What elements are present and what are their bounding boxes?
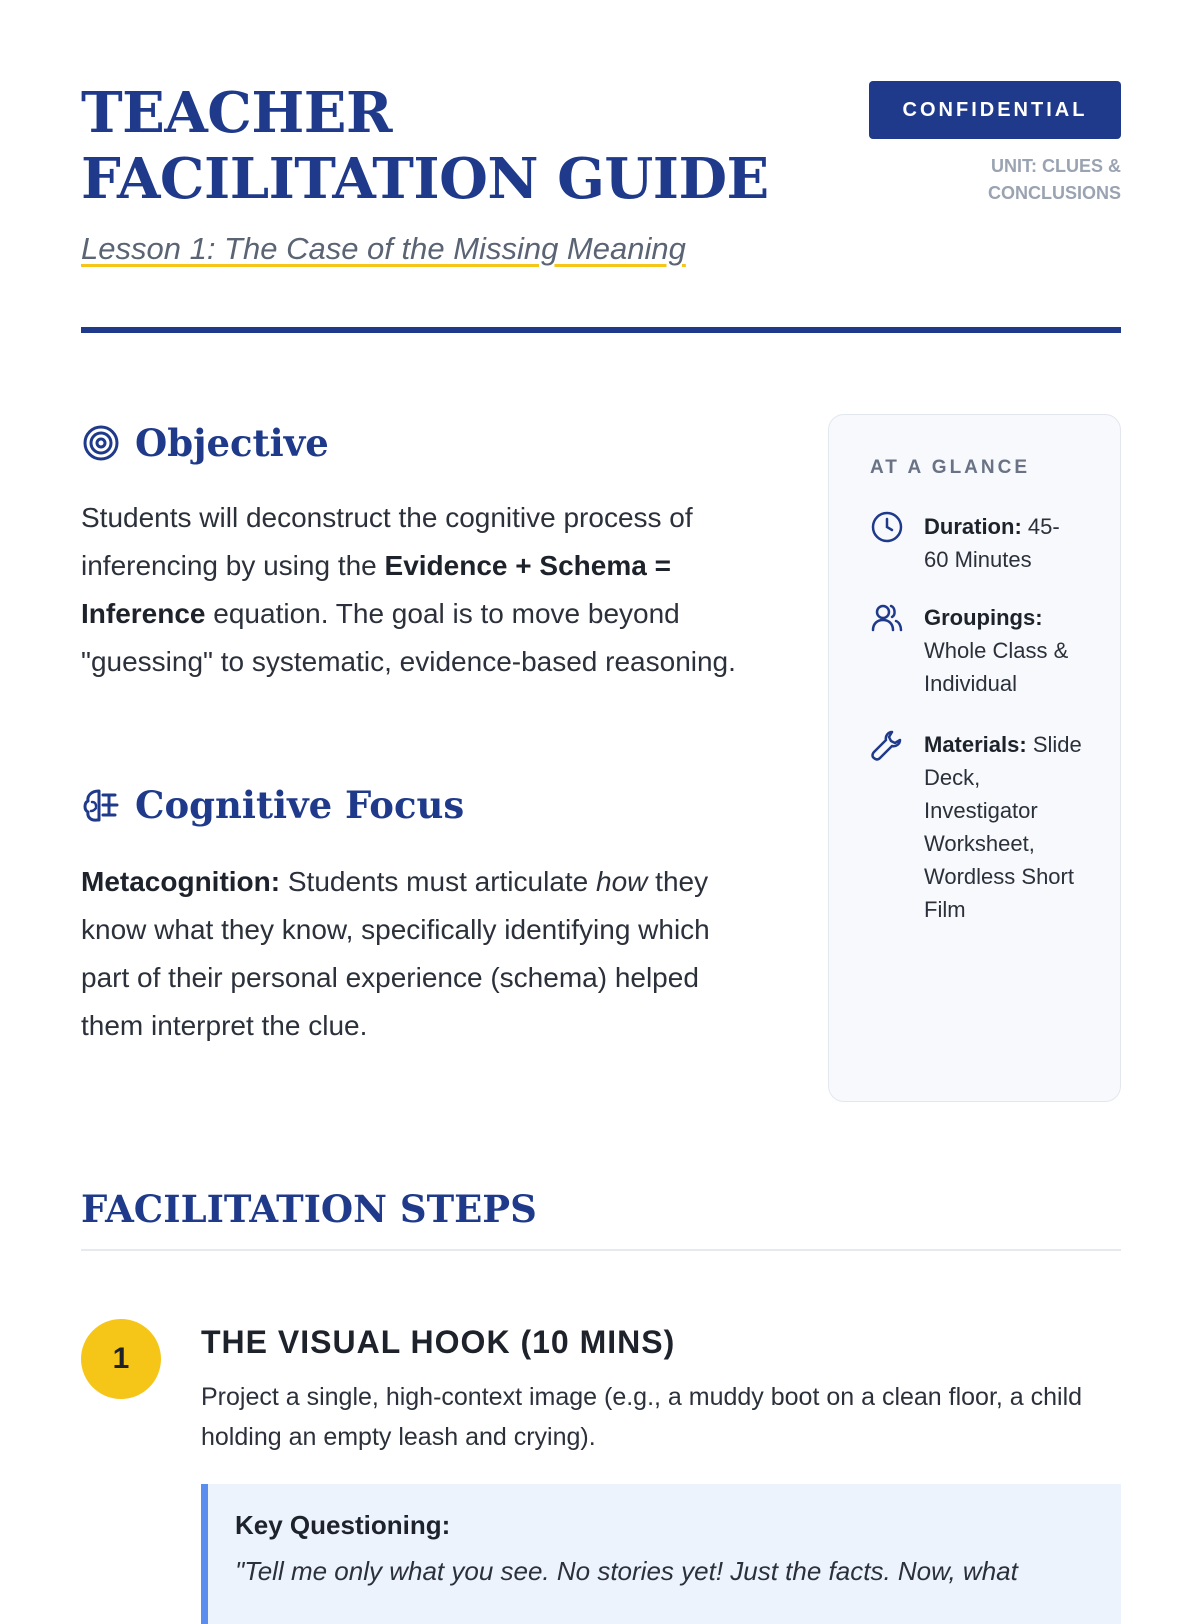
target-icon: [81, 423, 121, 463]
callout-label: Key Questioning:: [235, 1510, 451, 1540]
confidential-badge: CONFIDENTIAL: [869, 81, 1121, 139]
header-divider: [81, 327, 1121, 333]
brain-icon: [81, 785, 121, 825]
materials-text: [924, 728, 1084, 926]
glance-item-materials: [870, 728, 1090, 926]
unit-label: UNIT: CLUES & CONCLUSIONS: [987, 156, 1121, 203]
lesson-subtitle: Lesson 1: The Case of the Missing Meaning: [81, 231, 686, 266]
cognitive-text-start: Students must articulate: [280, 866, 597, 897]
page-title: TEACHER FACILITATION GUIDE: [81, 80, 769, 212]
metacognition-label: Metacognition:: [81, 866, 281, 897]
cognitive-emphasis: how: [596, 866, 648, 897]
key-questioning-callout: [201, 1484, 1121, 1624]
cognitive-focus-heading: Cognitive Focus: [135, 783, 465, 827]
users-icon: [870, 601, 904, 635]
glance-title: AT A GLANCE: [870, 457, 1031, 478]
cognitive-text-end: they know what they know, specifically identifying which part of their personal experience (schema) helped them interpret the clue.: [81, 866, 710, 1041]
groupings-label: Groupings:: [924, 605, 1043, 630]
step-number-badge: 1: [81, 1319, 161, 1399]
duration-label: Duration:: [924, 514, 1022, 539]
objective-header: [81, 420, 329, 466]
duration-value: 45-60 Minutes: [924, 514, 1060, 572]
cognitive-focus-text: [81, 858, 741, 1050]
cognitive-focus-header: [81, 782, 464, 828]
duration-text: [924, 510, 1084, 576]
steps-divider: [81, 1249, 1121, 1251]
glance-item-duration: [870, 510, 1090, 576]
objective-text-start: Students will deconstruct the cognitive process of inferencing by using the: [81, 502, 693, 581]
at-a-glance-card: [828, 414, 1121, 1102]
materials-label: Materials:: [924, 732, 1027, 757]
step-description: Project a single, high-context image (e.g., a muddy boot on a clean floor, a child holding an empty leash and crying).: [201, 1383, 1083, 1451]
objective-text: [81, 494, 741, 686]
objective-heading: Objective: [135, 421, 329, 465]
objective-equation: Evidence + Schema = Inference: [81, 550, 671, 629]
step-title: THE VISUAL HOOK (10 MINS): [201, 1324, 676, 1360]
facilitation-steps-heading: FACILITATION STEPS: [81, 1187, 537, 1231]
materials-value: Slide Deck, Investigator Worksheet, Wordless Short Film: [924, 732, 1082, 922]
groupings-value: Whole Class & Individual: [924, 638, 1069, 696]
groupings-text: [924, 601, 1084, 700]
wrench-icon: [870, 728, 904, 762]
glance-item-groupings: [870, 601, 1090, 700]
callout-quote: "Tell me only what you see. No stories yet! Just the facts. Now, what: [235, 1556, 1018, 1586]
clock-icon: [870, 510, 904, 544]
objective-text-end: equation. The goal is to move beyond "guessing" to systematic, evidence-based reasoning.: [81, 598, 736, 677]
